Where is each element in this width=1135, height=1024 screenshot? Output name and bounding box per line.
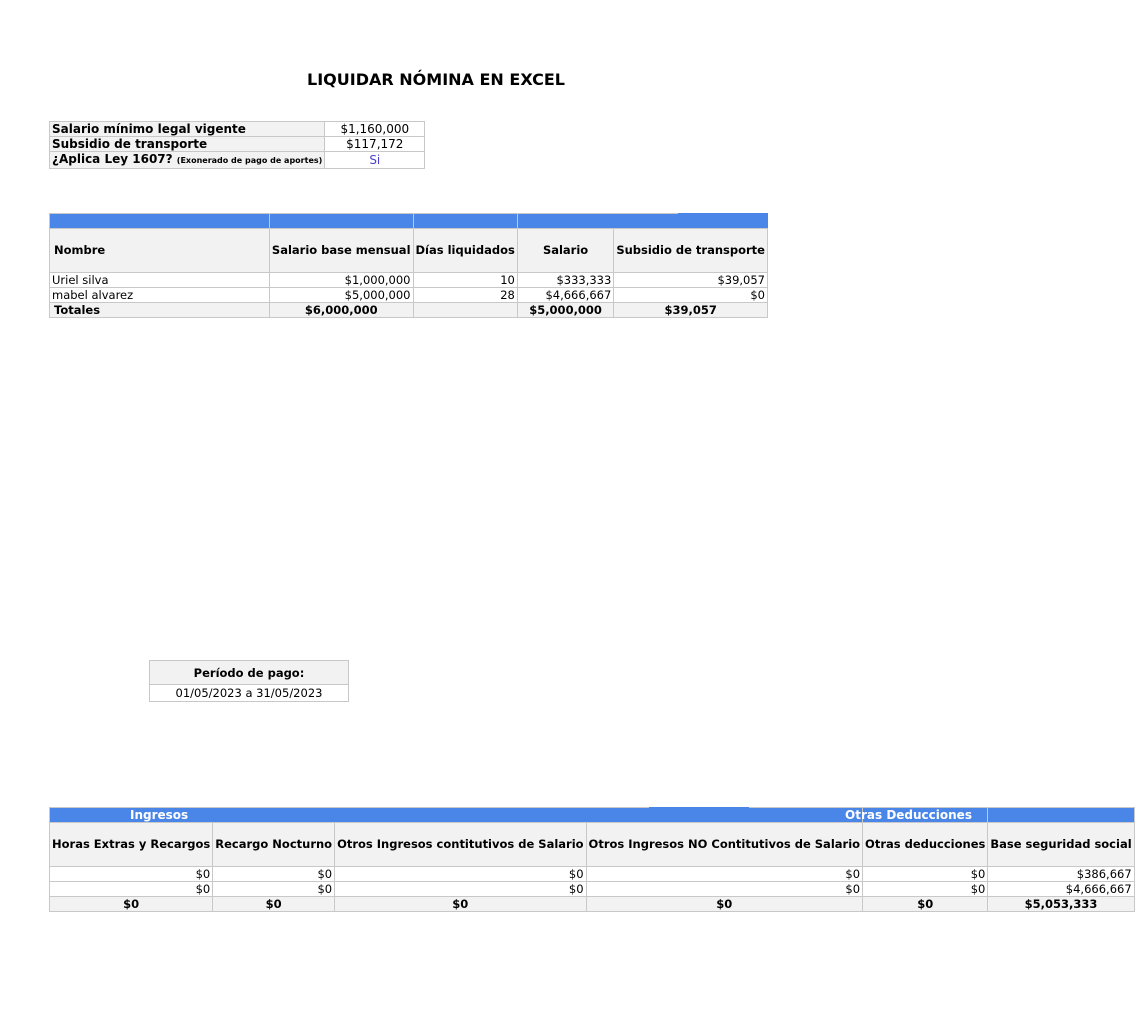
param-row-minimum-wage [50,122,425,137]
totals-label: Totales [50,303,270,318]
employees-header-row [50,229,768,273]
page-title: LIQUIDAR NÓMINA EN EXCEL [307,70,565,89]
column-header: Otras deducciones [863,823,988,867]
days-cell[interactable]: 28 [413,288,517,303]
empty-cell [413,303,517,318]
blue-bar-cell [50,214,270,229]
column-header: Nombre [50,229,270,273]
night-surcharge-cell[interactable]: $0 [213,882,335,897]
overtime-cell[interactable]: $0 [50,867,213,882]
parameters-table [49,121,425,169]
earnings-group-row [50,808,1135,823]
table-row [50,288,768,303]
period-box [149,660,349,702]
subsidy-cell[interactable]: $0 [614,288,768,303]
blue-bar-cell [269,214,413,229]
blue-bar-extension [649,807,749,822]
overtime-cell[interactable]: $0 [50,882,213,897]
column-header: Otros Ingresos NO Contitutivos de Salario [586,823,863,867]
subsidy-cell[interactable]: $39,057 [614,273,768,288]
total-salary-cell: $5,000,000 [517,303,613,318]
other-income-salary-cell[interactable]: $0 [335,882,586,897]
blue-bar-extension [678,213,768,228]
total-cell: $5,053,333 [988,897,1134,912]
group-deducciones: Otras Deducciones [863,808,988,823]
column-header: Salario [517,229,613,273]
social-security-base-cell[interactable]: $386,667 [988,867,1134,882]
other-deductions-cell[interactable]: $0 [863,867,988,882]
table-row [50,273,768,288]
param-note: (Exonerado de pago de aportes) [176,156,323,165]
ley-1607-select[interactable]: Si [325,152,425,169]
param-value[interactable]: $1,160,000 [325,122,425,137]
total-cell: $0 [335,897,586,912]
social-security-base-cell[interactable]: $4,666,667 [988,882,1134,897]
earnings-table [49,807,1135,912]
days-cell[interactable]: 10 [413,273,517,288]
employees-table [49,213,768,318]
table-row [50,882,1135,897]
period-value[interactable]: 01/05/2023 a 31/05/2023 [150,685,349,702]
employees-blue-bar [50,214,768,229]
param-label-ley [50,152,325,169]
group-ingresos: Ingresos [50,808,863,823]
param-row-ley-1607 [50,152,425,169]
total-cell: $0 [586,897,863,912]
column-header: Subsidio de transporte [614,229,768,273]
total-cell: $0 [50,897,213,912]
night-surcharge-cell[interactable]: $0 [213,867,335,882]
totals-row [50,303,768,318]
base-salary-cell[interactable]: $1,000,000 [269,273,413,288]
param-label: Salario mínimo legal vigente [50,122,325,137]
blue-bar-cell [413,214,517,229]
total-base-cell: $6,000,000 [269,303,413,318]
other-income-salary-cell[interactable]: $0 [335,867,586,882]
other-deductions-cell[interactable]: $0 [863,882,988,897]
column-header: Recargo Nocturno [213,823,335,867]
base-salary-cell[interactable]: $5,000,000 [269,288,413,303]
totals-row [50,897,1135,912]
total-subsidy-cell: $39,057 [614,303,768,318]
column-header: Horas Extras y Recargos [50,823,213,867]
employee-name-cell[interactable]: Uriel silva [50,273,270,288]
table-row [50,867,1135,882]
blue-bar-cell [988,808,1134,823]
column-header: Salario base mensual [269,229,413,273]
period-label: Período de pago: [150,661,349,685]
param-value[interactable]: $117,172 [325,137,425,152]
column-header: Otros Ingresos contitutivos de Salario [335,823,586,867]
earnings-header-row [50,823,1135,867]
salary-cell[interactable]: $4,666,667 [517,288,613,303]
total-cell: $0 [213,897,335,912]
param-label: ¿Aplica Ley 1607? [52,152,173,166]
column-header: Días liquidados [413,229,517,273]
other-income-non-salary-cell[interactable]: $0 [586,882,863,897]
salary-cell[interactable]: $333,333 [517,273,613,288]
param-label: Subsidio de transporte [50,137,325,152]
param-row-transport-subsidy [50,137,425,152]
employee-name-cell[interactable]: mabel alvarez [50,288,270,303]
total-cell: $0 [863,897,988,912]
column-header: Base seguridad social [988,823,1134,867]
other-income-non-salary-cell[interactable]: $0 [586,867,863,882]
